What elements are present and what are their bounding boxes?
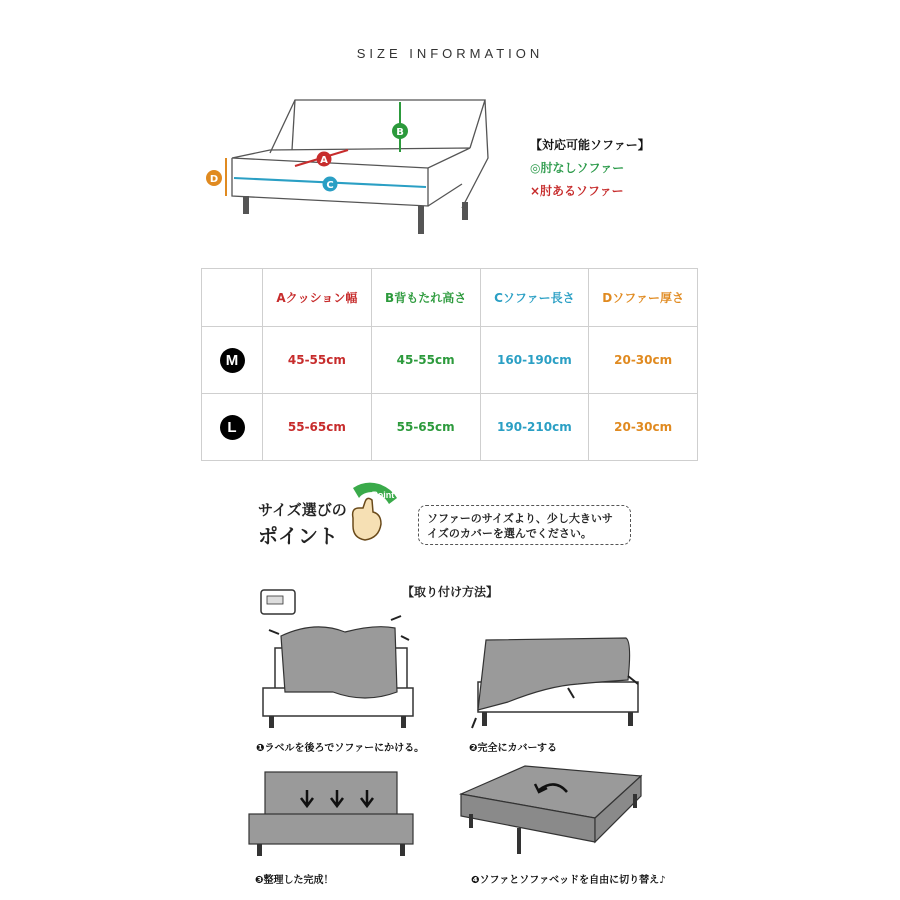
table-cell: 20-30cm	[589, 394, 698, 461]
size-tip-box: ソファーのサイズより、少し大きいサイズのカバーを選んでください。	[418, 505, 631, 545]
compatible-sofa-info	[530, 134, 650, 203]
table-header-row	[202, 269, 698, 327]
dimension-b-label: B	[396, 127, 404, 138]
install-step1-caption: ❶ラベルを後ろでソファーにかける。	[256, 743, 425, 754]
compat-heading: 【対応可能ソファー】	[530, 138, 650, 152]
table-cell: 20-30cm	[589, 327, 698, 394]
table-cell: 45-55cm	[263, 327, 372, 394]
size-badge-m: M	[220, 348, 245, 373]
point-badge-text: Point	[371, 490, 395, 500]
compat-ng: ×肘あるソファー	[530, 184, 624, 198]
header-sofa-thickness: Dソファー厚さ	[589, 269, 698, 327]
table-cell: 190-210cm	[480, 394, 589, 461]
dimension-d-label: D	[209, 174, 219, 185]
compat-ok: ◎肘なしソファー	[530, 161, 625, 175]
install-step3-illustration	[245, 770, 417, 860]
install-heading: 【取り付け方法】	[401, 585, 498, 599]
install-step2-illustration	[468, 630, 648, 735]
install-step1-illustration	[255, 588, 423, 733]
size-point-title-line1: サイズ選びの	[258, 502, 347, 519]
sofa-leg	[243, 196, 249, 214]
table-cell: 160-190cm	[480, 327, 589, 394]
header-cushion-width: Aクッション幅	[263, 269, 372, 327]
table-row	[202, 394, 698, 461]
sofa-leg	[462, 202, 468, 220]
install-step2-caption: ❷完全にカバーする	[469, 743, 557, 754]
install-step3-caption: ❸整理した完成！	[255, 875, 334, 886]
dimension-a-label: A	[320, 155, 328, 166]
size-table	[201, 268, 698, 461]
size-badge-l: L	[220, 415, 245, 440]
sofa-leg	[418, 206, 424, 234]
table-row	[202, 327, 698, 394]
header-sofa-length: Cソファー長さ	[480, 269, 589, 327]
table-corner	[202, 269, 263, 327]
size-label-cell	[202, 394, 263, 461]
pointing-hand-icon	[345, 478, 415, 550]
table-cell: 55-65cm	[263, 394, 372, 461]
size-point-title-line2: ポイント	[258, 526, 338, 548]
dimension-c-label: C	[326, 180, 334, 191]
header-back-height: B背もたれ高さ	[371, 269, 480, 327]
install-step4-illustration	[455, 760, 645, 868]
table-cell: 55-65cm	[371, 394, 480, 461]
size-label-cell	[202, 327, 263, 394]
sofa-dimension-diagram	[200, 88, 520, 238]
install-step4-caption: ❹ソファとソファベッドを自由に切り替え♪	[471, 875, 666, 886]
page-title: SIZE INFORMATION	[356, 46, 544, 61]
table-cell: 45-55cm	[371, 327, 480, 394]
size-point-title	[258, 498, 347, 550]
